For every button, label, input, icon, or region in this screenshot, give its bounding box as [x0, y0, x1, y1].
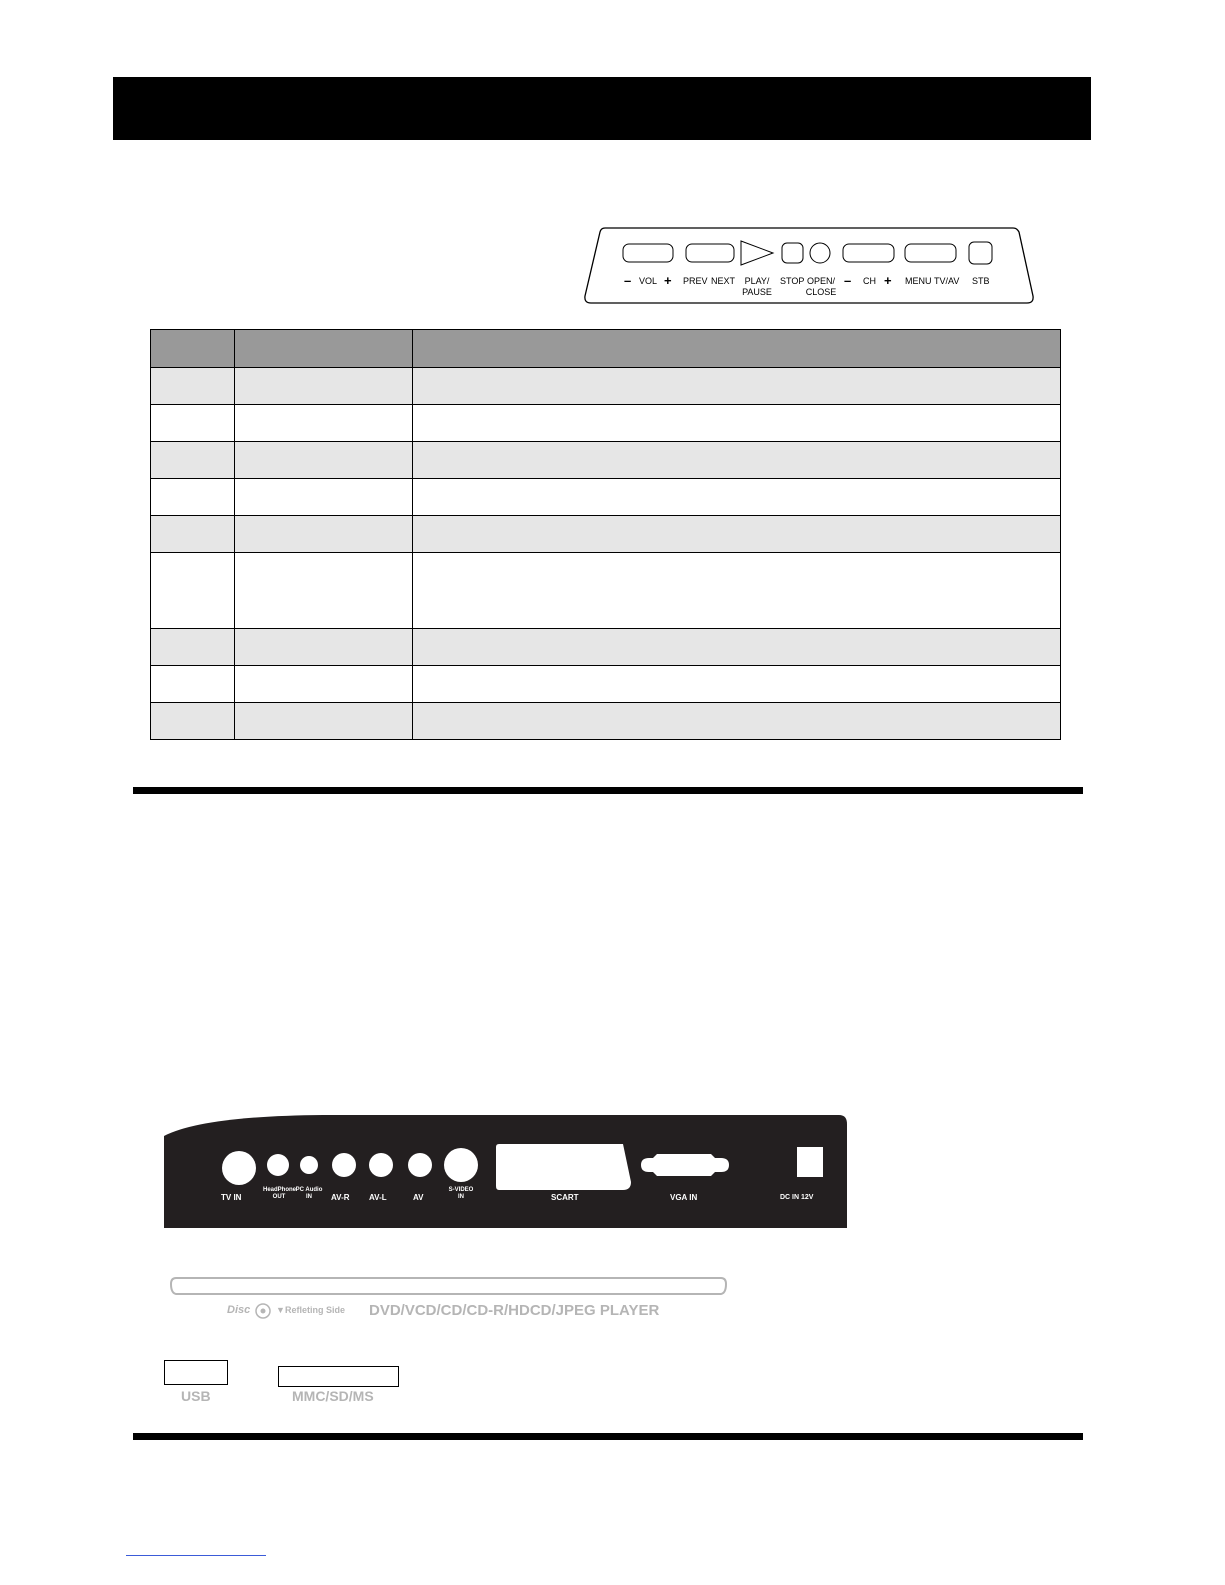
s-video-in-label: S-VIDEO IN	[448, 1187, 474, 1200]
ch-button	[843, 244, 894, 262]
vga-in-label: VGA IN	[670, 1193, 698, 1202]
section-divider	[133, 1433, 1083, 1440]
av-l-label: AV-L	[369, 1193, 387, 1202]
usb-port[interactable]	[164, 1360, 228, 1385]
play-pause-label: PLAY/ PAUSE	[742, 276, 772, 297]
pc-audio-in-label: PC Audio IN	[295, 1187, 323, 1200]
stop-label: STOP	[780, 276, 805, 286]
stb-label: STB	[972, 276, 990, 286]
disc-icon	[253, 1302, 273, 1320]
button-function-table	[150, 329, 1061, 740]
front-control-panel	[583, 226, 1035, 306]
down-arrow-icon: ▼	[276, 1305, 285, 1315]
av-r-jack-icon	[332, 1153, 356, 1177]
prev-label: PREV	[683, 276, 708, 286]
card-reader-label: MMC/SD/MS	[292, 1388, 374, 1404]
av-label: AV	[413, 1193, 424, 1202]
headphone-out-label: HeadPhone OUT	[263, 1187, 297, 1200]
rear-panel-body	[163, 1114, 848, 1230]
scart-label: SCART	[551, 1193, 579, 1202]
vol-button	[623, 244, 673, 262]
footer-link-underline	[126, 1555, 266, 1556]
stop-button	[782, 243, 803, 263]
table-row	[151, 368, 1061, 405]
av-jack-icon	[408, 1153, 432, 1177]
open-close-label: OPEN/ CLOSE	[805, 276, 837, 297]
next-label: NEXT	[711, 276, 736, 286]
ch-minus-sign: –	[844, 273, 852, 288]
av-r-label: AV-R	[331, 1193, 350, 1202]
table-header-cell	[235, 330, 413, 368]
table-row	[151, 553, 1061, 629]
card-reader-slot[interactable]	[278, 1366, 399, 1387]
table-row	[151, 405, 1061, 442]
rear-connector-panel	[163, 1114, 848, 1230]
vol-label: VOL	[639, 276, 658, 286]
ch-label: CH	[863, 276, 876, 286]
dc-in-label: DC IN 12V	[780, 1194, 814, 1201]
table-header-cell	[151, 330, 235, 368]
section-divider	[133, 787, 1083, 794]
player-formats-label: DVD/VCD/CD/CD-R/HDCD/JPEG PLAYER	[369, 1302, 660, 1319]
s-video-jack-icon	[444, 1148, 478, 1182]
usb-label: USB	[181, 1388, 211, 1404]
tv-in-jack-icon	[222, 1151, 256, 1185]
headphone-jack-icon	[267, 1154, 289, 1176]
dc-in-port-icon	[797, 1147, 823, 1177]
tv-av-label: TV/AV	[934, 276, 960, 286]
table-header-cell	[413, 330, 1061, 368]
vol-plus-sign: +	[664, 273, 672, 288]
vol-minus-sign: –	[624, 273, 632, 288]
scart-port-icon	[496, 1144, 631, 1190]
section-header-bar	[113, 77, 1091, 140]
table-header-row	[151, 330, 1061, 368]
ch-plus-sign: +	[884, 273, 892, 288]
reflecting-side-label: Refleting Side	[285, 1305, 346, 1315]
table-row	[151, 666, 1061, 703]
av-l-jack-icon	[369, 1153, 393, 1177]
table-row	[151, 516, 1061, 553]
open-close-button	[810, 243, 830, 263]
table-row	[151, 479, 1061, 516]
tv-in-label: TV IN	[221, 1193, 242, 1202]
prev-next-button	[686, 244, 734, 262]
menu-tvav-button	[905, 244, 956, 262]
table-row	[151, 703, 1061, 740]
pc-audio-jack-icon	[300, 1156, 318, 1174]
table-row	[151, 629, 1061, 666]
stb-button	[969, 242, 992, 264]
menu-label: MENU	[905, 276, 932, 286]
table-row	[151, 442, 1061, 479]
disc-label: Disc	[227, 1304, 251, 1316]
disc-slot[interactable]	[170, 1275, 727, 1299]
